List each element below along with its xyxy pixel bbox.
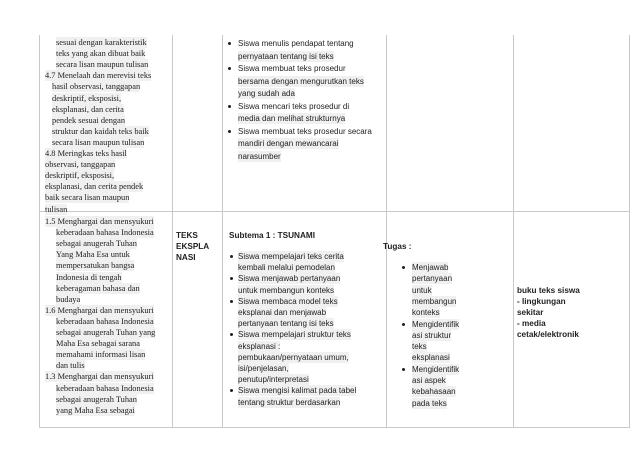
material-line: NASI (176, 253, 196, 262)
column-divider-2 (222, 35, 223, 428)
competency-line: pendek sesuai dengan (52, 115, 126, 125)
bullet-icon (402, 266, 405, 269)
activity-line: mandiri dengan mewancarai (238, 139, 339, 148)
competency-line: 1.5 Menghargai dan mensyukuri (45, 217, 154, 226)
activity-line: kembali melalui pemodelan (238, 263, 335, 273)
row-divider (39, 211, 630, 212)
competency-line: tulisan (45, 204, 68, 214)
activity-line: eksplanai dan menjawab (238, 308, 327, 317)
bullet-icon (402, 323, 405, 326)
source-line: - media (517, 319, 546, 328)
competency-line: eksplanasi, dan cerita pendek (45, 182, 144, 192)
competency-line: Yang Maha Esa untuk (56, 250, 130, 260)
competency-line: mempersatukan bangsa (56, 261, 135, 271)
competency-line: yang Maha Esa sebagai (56, 405, 135, 415)
source-line: - lingkungan (517, 297, 566, 306)
competency-line: secara lisan maupun tulisan (52, 137, 145, 147)
source-line: sekitar (517, 308, 544, 317)
table-border-right (629, 35, 630, 428)
bullet-icon (228, 105, 231, 108)
competency-line: Maha Esa sebagai sarana (56, 339, 140, 349)
assessment-line: pada teks (412, 398, 447, 408)
activity-line: media dan melihat strukturnya (238, 114, 346, 123)
assessment-line: teks (412, 342, 427, 352)
competency-line: 4.7 Menelaah dan merevisi teks (45, 71, 152, 81)
subtheme-title: Subtema 1 : TSUNAMI (229, 231, 315, 240)
activity-line: pernyataan tentang isi teks (238, 51, 334, 61)
competency-line: hasil observasi, tanggapan (52, 82, 141, 92)
assessment-line: Menjawab (412, 263, 449, 272)
activity-line: Siswa mencari teks prosedur di (238, 101, 350, 111)
competency-line: memahami informasi lisan (56, 350, 146, 360)
competency-line: eksplanasi, dan cerita (52, 104, 124, 114)
bullet-icon (230, 255, 233, 258)
assessment-line: asi aspek (412, 376, 446, 385)
competency-line: observasi, tanggapan (45, 160, 116, 170)
competency-line: 1.6 Menghargai dan mensyukuri (45, 305, 154, 315)
assessment-line: eksplanasi (412, 353, 450, 363)
activity-line: Siswa membaca model teks (238, 296, 338, 306)
table-border-left (39, 35, 40, 428)
source-line: cetak/elektronik (517, 330, 579, 339)
bullet-icon (402, 368, 405, 371)
competency-line: struktur dan kaidah teks baik (52, 126, 149, 136)
competency-line: deskriptif, eksposisi, (52, 93, 122, 103)
assessment-line: untuk (412, 285, 432, 295)
competency-line: baik secara lisan maupun (45, 193, 130, 203)
competency-line: keberadaan bahasa Indonesia (56, 383, 154, 393)
competency-line: keberadaan bahasa Indonesia (56, 316, 154, 326)
bullet-icon (228, 67, 231, 70)
material-line: EKSPLA (176, 242, 210, 251)
competency-line: 1.3 Menghargai dan mensyukuri (45, 372, 154, 382)
competency-line: keberagaman bahasa dan (56, 283, 140, 293)
competency-line: Indonesia di tengah (56, 272, 122, 282)
assessment-line: pertanyaan (412, 274, 453, 284)
competency-line: budaya (56, 294, 81, 304)
column-divider-1 (172, 35, 173, 428)
activity-line: Siswa menjawab pertanyaan (238, 274, 341, 284)
material-line: TEKS (176, 231, 198, 240)
table-border-bottom (39, 427, 630, 428)
activity-line: pertanyaan tentang isi teks (238, 319, 334, 329)
activity-line: Siswa mempelajari struktur teks (238, 330, 351, 340)
source-line: buku teks siswa (517, 286, 580, 295)
assessment-line: Mengidentifik (412, 319, 460, 329)
bullet-icon (230, 300, 233, 303)
activity-line: Siswa membuat teks prosedur (238, 64, 346, 73)
activity-line: pembukaan/pernyataan umum, (238, 352, 349, 362)
assessment-line: konteks (412, 308, 440, 318)
activity-line: Siswa mempelajari teks cerita (238, 252, 344, 261)
activity-line: narasumber (238, 151, 281, 161)
competency-line: sebagai anugerah Tuhan yang (56, 328, 156, 337)
activity-line: Siswa mengisi kalimat pada tabel (238, 386, 357, 396)
competency-line: sebagai anugerah Tuhan (56, 239, 137, 249)
competency-line: keberadaan bahasa Indonesia (56, 228, 154, 238)
competency-line: secara lisan maupun tulisan (56, 60, 149, 70)
competency-line: sebagai anugerah Tuhan (56, 394, 137, 404)
activity-line: bersama dengan mengurutkan teks (238, 76, 364, 86)
bullet-icon (228, 42, 231, 45)
assessment-line: Mengidentifik (412, 364, 460, 374)
column-divider-4 (513, 35, 514, 428)
bullet-icon (228, 130, 231, 133)
activity-line: yang sudah ada (238, 89, 295, 98)
activity-line: isi/penjelasan, (238, 364, 289, 373)
assessment-line: kebahasaan (412, 387, 456, 397)
activity-line: eksplanasi : (238, 341, 281, 351)
assessment-title: Tugas : (383, 242, 412, 251)
assessment-line: membangun (412, 296, 457, 306)
competency-line: teks yang akan dibuat baik (56, 49, 146, 59)
competency-line: 4.8 Meringkas teks hasil (45, 149, 127, 158)
assessment-line: asi struktur (412, 330, 452, 340)
competency-line: deskriptif, eksposisi, (45, 171, 115, 181)
activity-line: tentang struktur berdasarkan (238, 397, 341, 407)
activity-line: penutup/interpretasi (238, 375, 309, 385)
activity-line: Siswa menulis pendapat tentang (238, 39, 354, 48)
column-divider-3 (386, 35, 387, 428)
competency-line: sesuai dengan karakteristik (56, 38, 147, 47)
activity-line: Siswa membuat teks prosedur secara (238, 126, 372, 136)
competency-line: dan tulis (56, 361, 85, 371)
activity-line: untuk membangun konteks (238, 285, 335, 295)
